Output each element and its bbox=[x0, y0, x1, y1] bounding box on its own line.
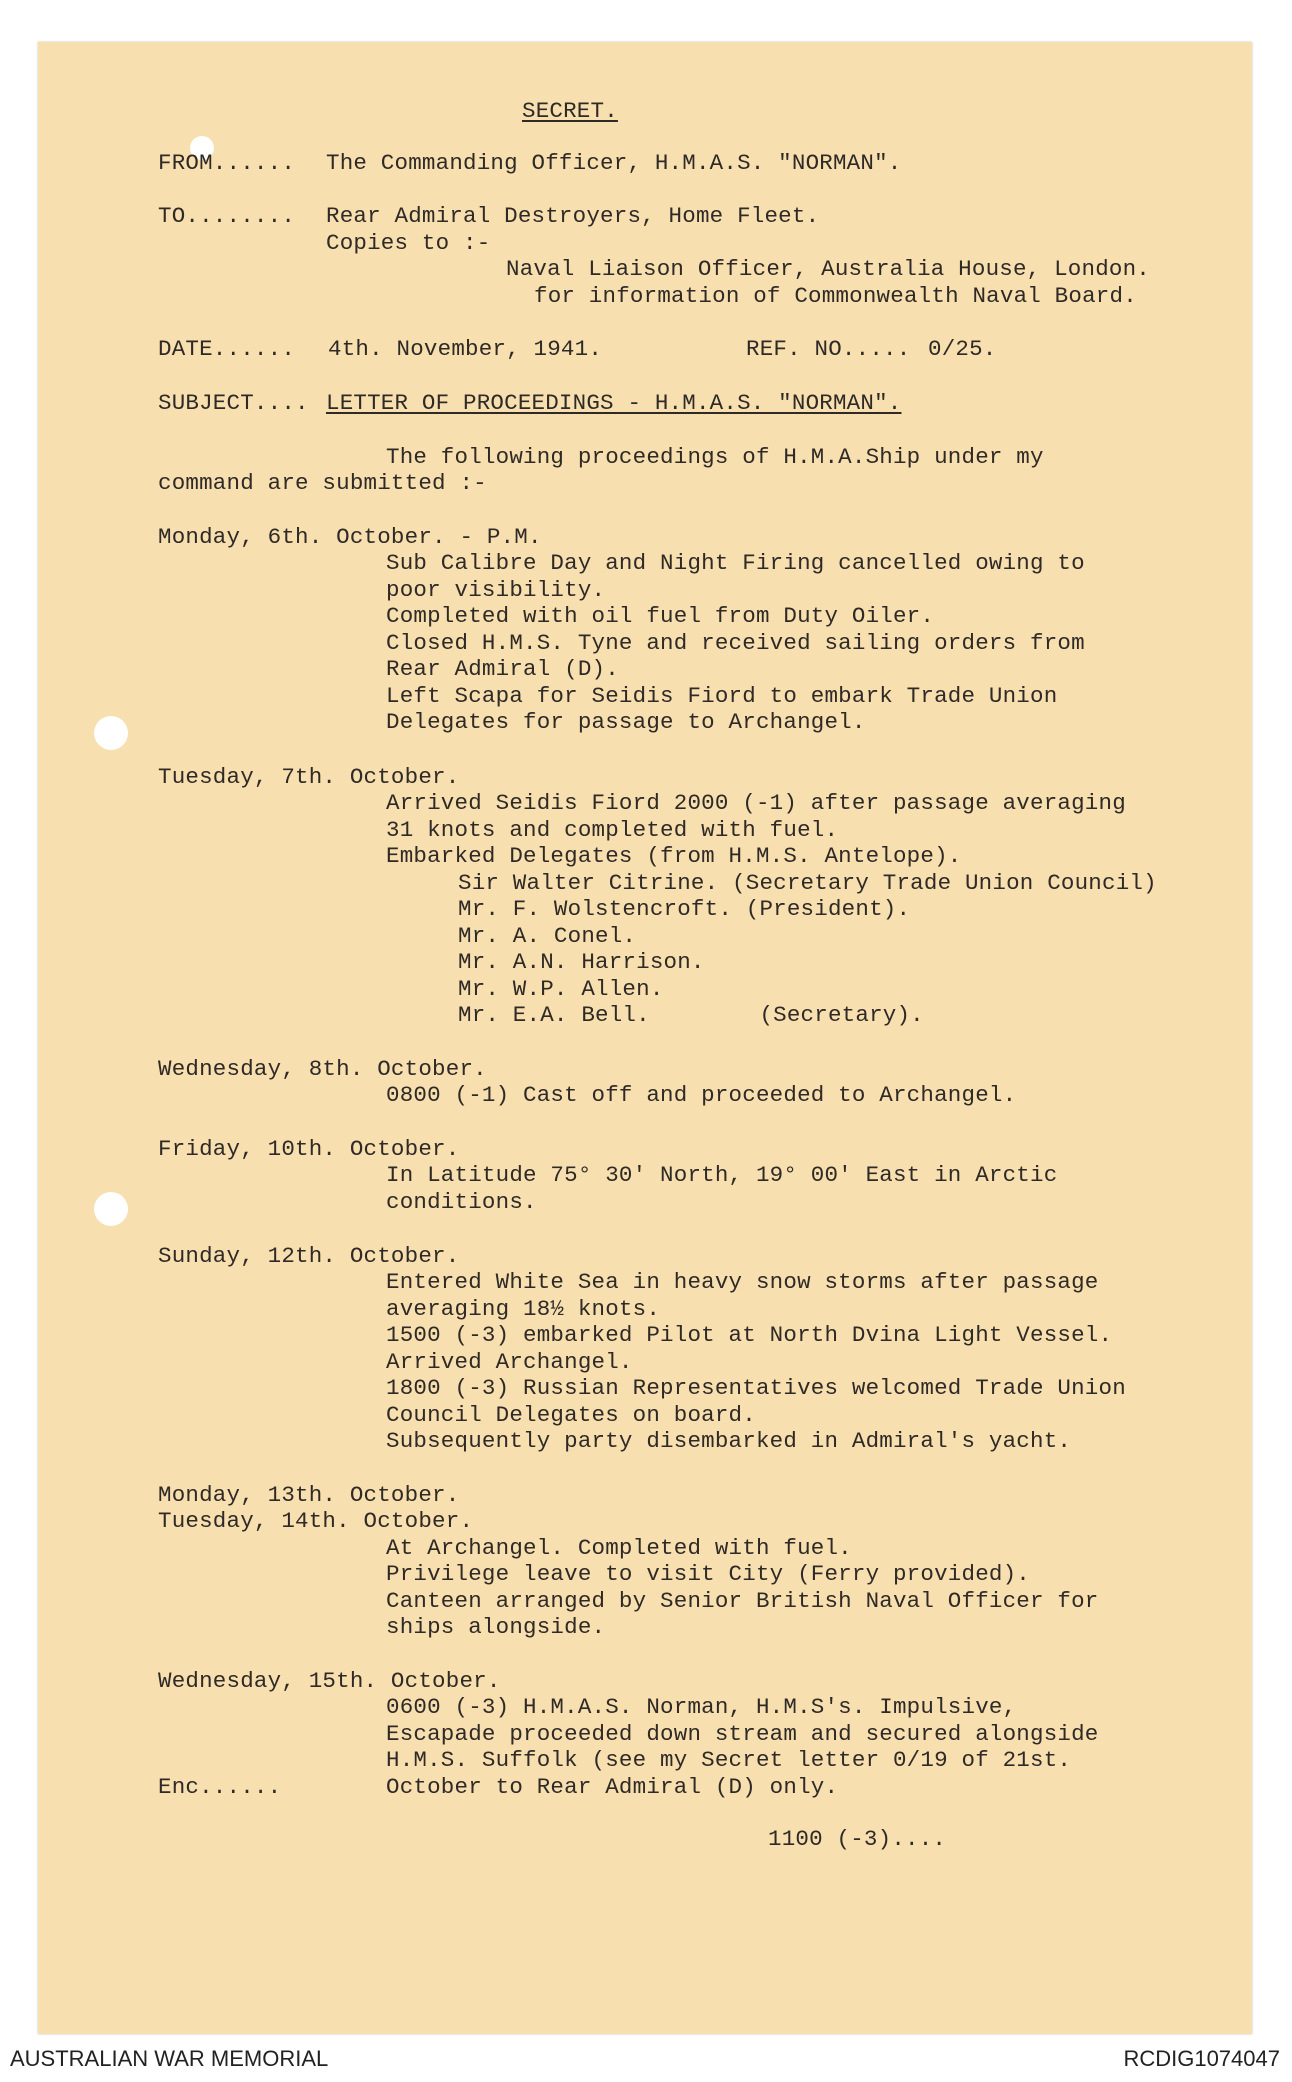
entry-line: Escapade proceeded down stream and secured alongside bbox=[386, 1721, 1099, 1747]
entry-line: Delegates for passage to Archangel. bbox=[386, 709, 866, 735]
entry-line: Completed with oil fuel from Duty Oiler. bbox=[386, 603, 935, 629]
entry-date: Monday, 13th. October. bbox=[158, 1482, 460, 1508]
entry-line: Council Delegates on board. bbox=[386, 1402, 756, 1428]
delegate-line: Mr. F. Wolstencroft. (President). bbox=[458, 896, 911, 922]
entry-line: October to Rear Admiral (D) only. bbox=[386, 1774, 839, 1800]
date-value: 4th. November, 1941. bbox=[328, 336, 603, 362]
date-label: DATE...... bbox=[158, 336, 296, 362]
copies-label: Copies to :- bbox=[326, 230, 491, 256]
entry-date: Tuesday, 7th. October. bbox=[158, 764, 460, 790]
entry-line: Arrived Archangel. bbox=[386, 1349, 633, 1375]
delegate-line: Mr. E.A. Bell. (Secretary). bbox=[458, 1002, 924, 1028]
entry-date: Monday, 6th. October. - P.M. bbox=[158, 524, 542, 550]
entry-line: 31 knots and completed with fuel. bbox=[386, 817, 839, 843]
entry-date: Wednesday, 15th. October. bbox=[158, 1668, 501, 1694]
archive-footer-right: RCDIG1074047 bbox=[1123, 2046, 1280, 2071]
entry-date: Tuesday, 14th. October. bbox=[158, 1508, 474, 1534]
archive-footer-left: AUSTRALIAN WAR MEMORIAL bbox=[10, 2046, 329, 2071]
from-value: The Commanding Officer, H.M.A.S. "NORMAN". bbox=[326, 150, 902, 176]
entry-line: conditions. bbox=[386, 1189, 537, 1215]
entry-line: averaging 18½ knots. bbox=[386, 1296, 661, 1322]
intro-line: command are submitted :- bbox=[158, 470, 487, 496]
entry-date: Wednesday, 8th. October. bbox=[158, 1056, 487, 1082]
entry-line: Left Scapa for Seidis Fiord to embark Trade Union bbox=[386, 683, 1058, 709]
entry-line: Embarked Delegates (from H.M.S. Antelope). bbox=[386, 843, 962, 869]
delegate-line: Mr. A. Conel. bbox=[458, 923, 637, 949]
letter-body bbox=[38, 42, 1252, 2034]
entry-line: Closed H.M.S. Tyne and received sailing orders from bbox=[386, 630, 1085, 656]
entry-line: ships alongside. bbox=[386, 1614, 606, 1640]
entry-line: 0600 (-3) H.M.A.S. Norman, H.M.S's. Impulsive, bbox=[386, 1694, 1017, 1720]
entry-line: 1500 (-3) embarked Pilot at North Dvina Light Vessel. bbox=[386, 1322, 1113, 1348]
subject-value: LETTER OF PROCEEDINGS - H.M.A.S. "NORMAN". bbox=[326, 390, 902, 416]
entry-date: Sunday, 12th. October. bbox=[158, 1243, 460, 1269]
entry-line: H.M.S. Suffolk (see my Secret letter 0/19 of 21st. bbox=[386, 1747, 1072, 1773]
intro-line: The following proceedings of H.M.A.Ship under my bbox=[386, 444, 1044, 470]
enclosure-label: Enc...... bbox=[158, 1774, 282, 1800]
entry-line: 0800 (-1) Cast off and proceeded to Archangel. bbox=[386, 1082, 1017, 1108]
delegate-line: Mr. A.N. Harrison. bbox=[458, 949, 705, 975]
subject-label: SUBJECT.... bbox=[158, 390, 309, 416]
entry-date: Friday, 10th. October. bbox=[158, 1136, 460, 1162]
from-label: FROM...... bbox=[158, 150, 296, 176]
entry-line: Sub Calibre Day and Night Firing cancelled owing to bbox=[386, 550, 1085, 576]
entry-line: Entered White Sea in heavy snow storms after passage bbox=[386, 1269, 1099, 1295]
entry-line: 1800 (-3) Russian Representatives welcomed Trade Union bbox=[386, 1375, 1126, 1401]
document-page bbox=[38, 42, 1252, 2034]
entry-line: In Latitude 75° 30' North, 19° 00' East in Arctic bbox=[386, 1162, 1058, 1188]
entry-line: Arrived Seidis Fiord 2000 (-1) after passage averaging bbox=[386, 790, 1126, 816]
delegate-line: Sir Walter Citrine. (Secretary Trade Union Council) bbox=[458, 870, 1157, 896]
ref-value: 0/25. bbox=[928, 336, 997, 362]
continuation-marker: 1100 (-3).... bbox=[768, 1826, 947, 1852]
ref-label: REF. NO..... bbox=[746, 336, 911, 362]
to-label: TO........ bbox=[158, 203, 296, 229]
entry-line: Subsequently party disembarked in Admiral's yacht. bbox=[386, 1428, 1072, 1454]
classification: SECRET. bbox=[522, 98, 618, 124]
entry-line: Rear Admiral (D). bbox=[386, 656, 619, 682]
copies-line-1: Naval Liaison Officer, Australia House, London. bbox=[506, 256, 1151, 282]
entry-line: Canteen arranged by Senior British Naval Officer for bbox=[386, 1588, 1099, 1614]
delegate-line: Mr. W.P. Allen. bbox=[458, 976, 664, 1002]
to-value: Rear Admiral Destroyers, Home Fleet. bbox=[326, 203, 820, 229]
copies-line-2: for information of Commonwealth Naval Board. bbox=[534, 283, 1137, 309]
entry-line: At Archangel. Completed with fuel. bbox=[386, 1535, 852, 1561]
entry-line: Privilege leave to visit City (Ferry provided). bbox=[386, 1561, 1031, 1587]
entry-line: poor visibility. bbox=[386, 577, 606, 603]
